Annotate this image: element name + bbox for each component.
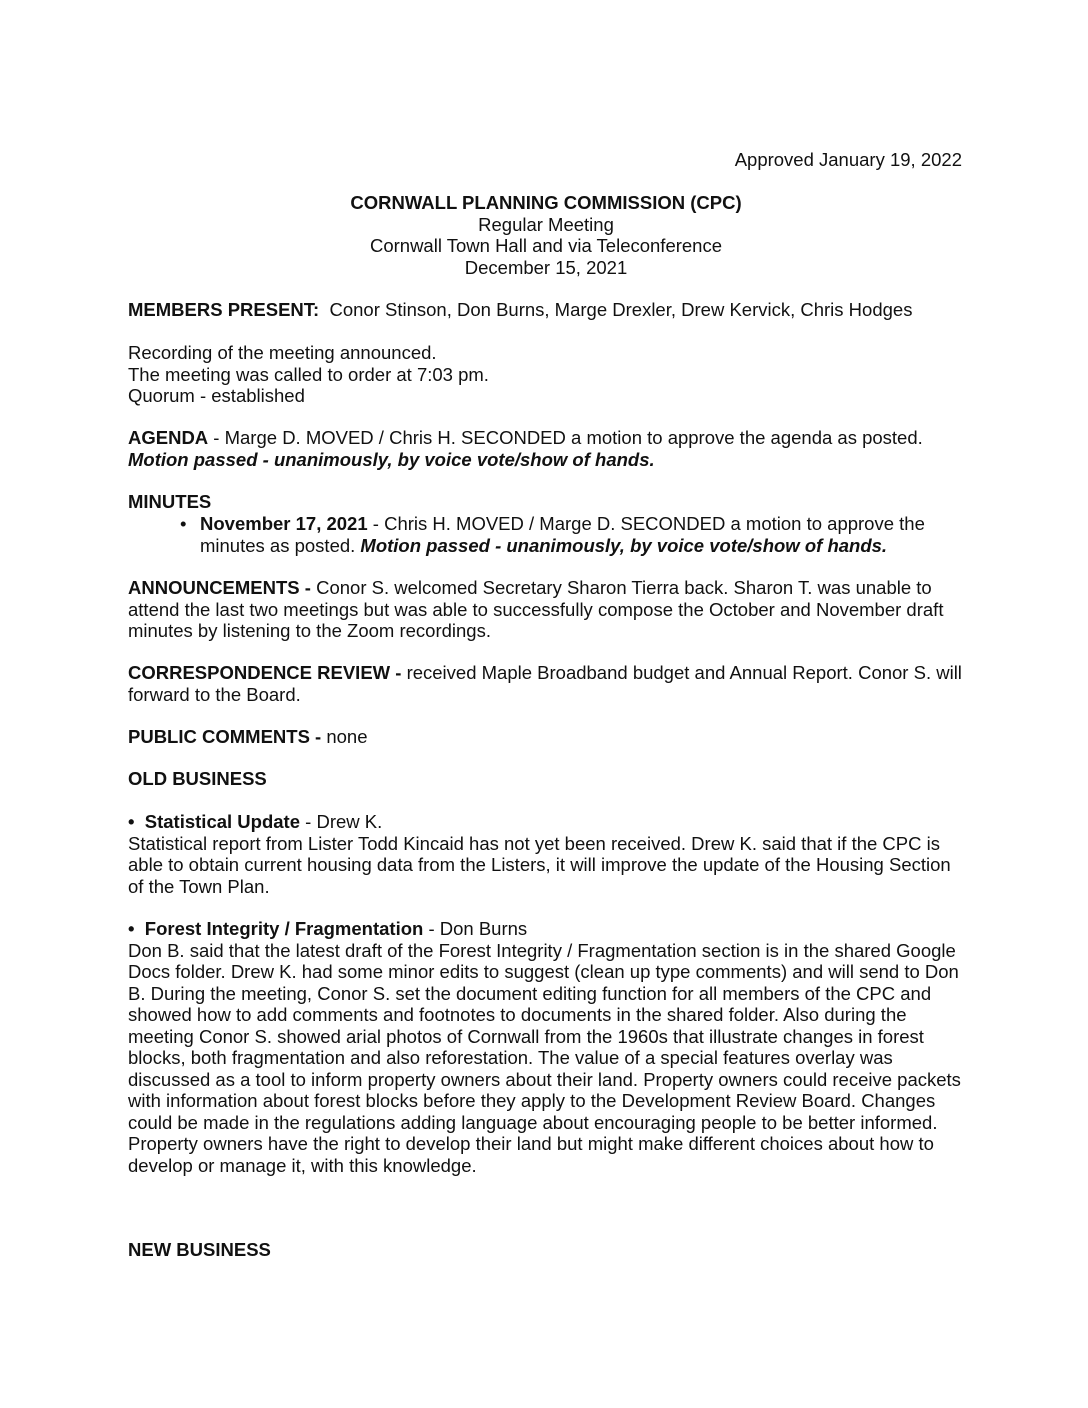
correspondence-text: received Maple Broadband budget and Annual Report. Conor S. will forward to the Board. — [128, 662, 962, 705]
meeting-type: Regular Meeting — [478, 213, 614, 235]
members-present — [128, 299, 964, 321]
announcements-text: Conor S. welcomed Secretary Sharon Tierra back. Sharon T. was unable to attend the last two meetings but was able to successfully compose the October and November draft minutes by listening to the Zoom recordings. — [128, 577, 944, 641]
document-header — [128, 192, 964, 278]
agenda-text: - Marge D. MOVED / Chris H. SECONDED a motion to approve the agenda as posted. — [208, 427, 923, 448]
bullet-icon: • — [180, 513, 187, 534]
public-comments-label: PUBLIC COMMENTS - — [128, 726, 327, 747]
correspondence-section — [128, 662, 964, 705]
members-list: Conor Stinson, Don Burns, Marge Drexler, Drew Kervick, Chris Hodges — [329, 299, 913, 320]
recording-note: Recording of the meeting announced. — [128, 342, 437, 363]
agenda-result: Motion passed - unanimously, by voice vote/show of hands. — [128, 448, 655, 470]
minutes-item-date: November 17, 2021 — [200, 513, 368, 534]
meeting-date: December 15, 2021 — [464, 256, 628, 278]
new-business-heading: NEW BUSINESS — [128, 1239, 271, 1260]
announcements-label: ANNOUNCEMENTS - — [128, 577, 317, 598]
item-heading — [128, 811, 964, 833]
opening-notes — [128, 342, 964, 407]
correspondence-label: CORRESPONDENCE REVIEW - — [128, 662, 407, 683]
bullet-icon: • — [128, 811, 135, 832]
meeting-location: Cornwall Town Hall and via Teleconference — [369, 235, 723, 256]
item-presenter: - Drew K. — [300, 811, 383, 832]
agenda-label: AGENDA — [128, 427, 209, 448]
item-presenter: - Don Burns — [423, 918, 528, 939]
announcements-section — [128, 577, 964, 642]
minutes-item-result: Motion passed - unanimously, by voice vote/show of hands. — [360, 534, 888, 556]
agenda-section — [128, 427, 964, 470]
minutes-item-text: - Chris H. MOVED / Marge D. SECONDED a motion to approve the minutes as posted. — [200, 513, 925, 556]
approved-date: Approved January 19, 2022 — [734, 149, 962, 170]
item-body: Don B. said that the latest draft of the Forest Integrity / Fragmentation section is in the shared Google Docs folder. Drew K. had some minor edits to suggest (clean up type comments) and will send to Don B. During the meeting, Conor S. set the document editing function for all members of the CPC and showed how to add comments and footnotes to documents in the shared folder. Also during the meeting Conor S. showed arial photos of Cornwall from the 1960s that illustrate changes in forest blocks, both fragmentation and also reforestation. The value of a special features overlay was discussed as a tool to inform property owners about their land. Property owners could receive packets with information about forest blocks before they apply to the Development Review Board. Changes could be made in the regulations adding language about encouraging people to be better informed. Property owners have the right to develop their land but might make different choices about how to develop or manage it, with this knowledge. — [128, 939, 961, 1176]
call-to-order: The meeting was called to order at 7:03 pm. — [128, 363, 489, 385]
members-label: MEMBERS PRESENT: — [128, 299, 320, 320]
old-business-item-forest — [128, 918, 964, 1176]
document-title: CORNWALL PLANNING COMMISSION (CPC) — [350, 192, 742, 213]
minutes-heading: MINUTES — [128, 491, 212, 512]
old-business-item-statistical — [128, 811, 964, 897]
public-comments-section — [128, 726, 964, 748]
public-comments-text: none — [326, 726, 368, 747]
minutes-item — [180, 513, 970, 556]
item-title: Forest Integrity / Fragmentation — [144, 918, 424, 939]
old-business-heading: OLD BUSINESS — [128, 768, 267, 789]
item-body: Statistical report from Lister Todd Kincaid has not yet been received. Drew K. said that if the CPC is able to obtain current housing data from the Listers, it will improve the update of the Housing Section of the Town Plan. — [128, 832, 951, 897]
bullet-icon: • — [128, 918, 135, 939]
item-title: Statistical Update — [144, 811, 301, 832]
quorum-note: Quorum - established — [128, 385, 305, 406]
item-heading — [128, 918, 964, 940]
